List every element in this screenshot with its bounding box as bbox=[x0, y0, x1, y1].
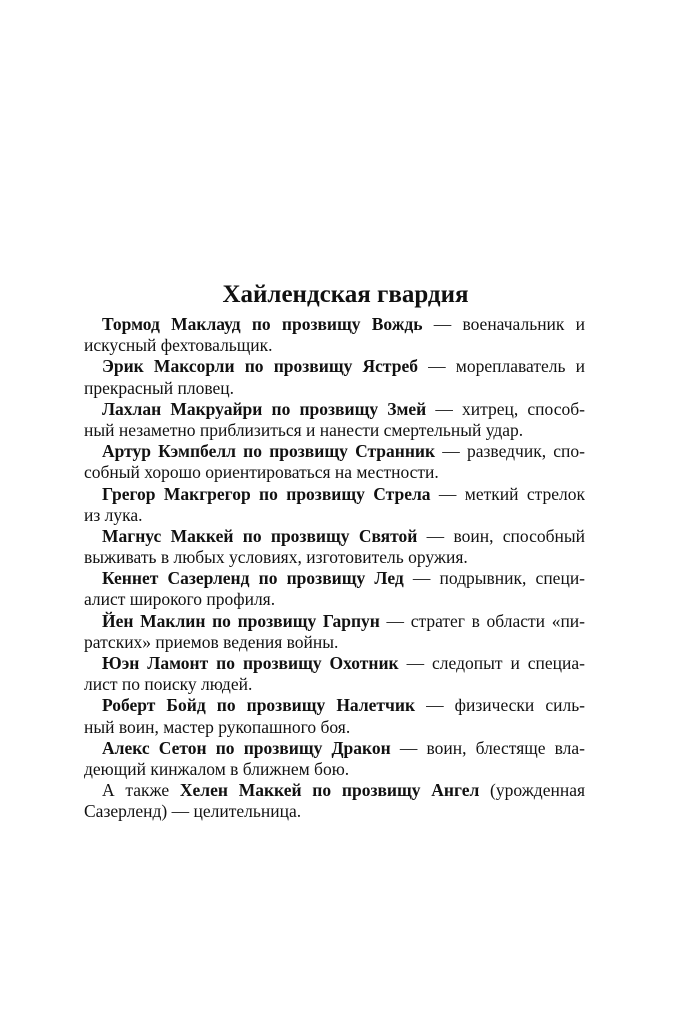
character-description: — воин, блестяще вла- bbox=[390, 737, 585, 758]
character-entry bbox=[84, 780, 585, 822]
character-entry bbox=[84, 653, 585, 695]
character-description: — следопыт и специа- bbox=[398, 653, 585, 673]
entry-continuation: лист по поиску людей. bbox=[84, 674, 253, 695]
character-description: — подрывник, специ- bbox=[403, 568, 585, 589]
entry-continuation: выживать в любых условиях, изготовитель оружия. bbox=[84, 547, 468, 568]
character-description: — разведчик, спо- bbox=[435, 441, 585, 462]
entry-continuation: Сазерленд) — целительница. bbox=[84, 801, 302, 822]
character-entry bbox=[84, 568, 585, 610]
character-name: Грегор Макгрегор по прозвищу Стрела bbox=[102, 483, 431, 504]
character-name: Алекс Сетон по прозвищу Дракон bbox=[102, 737, 391, 758]
character-entry bbox=[84, 738, 585, 780]
entry-first-line bbox=[84, 695, 585, 716]
character-name: Йен Маклин по прозвищу Гарпун bbox=[102, 610, 380, 631]
character-name: Артур Кэмпбелл по прозвищу Странник bbox=[102, 441, 436, 462]
character-entry bbox=[84, 611, 585, 653]
character-description: — физически силь- bbox=[415, 695, 585, 716]
entry-continuation: алист широкого профиля. bbox=[84, 589, 276, 610]
character-description: — хитрец, способ- bbox=[426, 398, 585, 419]
character-name: Лахлан Макруайри по прозвищу Змей bbox=[102, 398, 427, 419]
entry-first-line bbox=[84, 568, 585, 589]
character-entry bbox=[84, 314, 585, 356]
character-description: — меткий стрелок bbox=[430, 483, 585, 504]
entry-first-line bbox=[84, 399, 585, 420]
entry-continuation: ный воин, мастер рукопашного боя. bbox=[84, 716, 351, 737]
character-name: Магнус Маккей по прозвищу Святой bbox=[102, 525, 418, 546]
character-name: Хелен Маккей по прозвищу Ангел bbox=[179, 780, 480, 801]
entry-continuation: деющий кинжалом в ближнем бою. bbox=[84, 758, 350, 779]
entry-continuation: искусный фехтовальщик. bbox=[84, 335, 273, 356]
character-description: — воин, способный bbox=[417, 525, 585, 546]
character-entry bbox=[84, 526, 585, 568]
character-entry bbox=[84, 441, 585, 483]
entry-first-line bbox=[84, 441, 585, 462]
entry-first-line bbox=[84, 484, 585, 505]
character-name: Кеннет Сазерленд по прозвищу Лед bbox=[102, 568, 404, 589]
entry-continuation: ратских» приемов ведения войны. bbox=[84, 631, 339, 652]
entry-first-line bbox=[84, 738, 585, 759]
entry-continuation: прекрасный пловец. bbox=[84, 377, 235, 398]
character-name: Роберт Бойд по прозвищу Налетчик bbox=[102, 695, 416, 716]
entry-continuation: собный хорошо ориентироваться на местности. bbox=[84, 462, 439, 483]
character-name: Эрик Максорли по прозвищу Ястреб bbox=[102, 356, 418, 377]
entry-first-line bbox=[84, 611, 585, 632]
character-entry bbox=[84, 484, 585, 526]
entry-lead: А также bbox=[102, 780, 180, 801]
character-entry bbox=[84, 356, 585, 398]
entry-first-line bbox=[84, 653, 585, 674]
character-name: Тормод Маклауд по прозвищу Вождь bbox=[102, 314, 423, 334]
character-entry bbox=[84, 399, 585, 441]
character-list bbox=[84, 314, 585, 823]
entry-first-line bbox=[84, 356, 585, 377]
character-description: — стратег в области «пи- bbox=[379, 610, 585, 631]
character-description: — мореплаватель и bbox=[417, 356, 585, 377]
entry-first-line bbox=[84, 526, 585, 547]
character-name: Юэн Ламонт по прозвищу Охотник bbox=[102, 653, 399, 673]
character-description: (урожденная bbox=[479, 780, 585, 801]
character-description: — военачальник и bbox=[422, 314, 585, 334]
character-entry bbox=[84, 695, 585, 737]
entry-continuation: из лука. bbox=[84, 504, 143, 525]
entry-first-line bbox=[84, 314, 585, 335]
page-title: Хайлендская гвардия bbox=[222, 281, 469, 308]
entry-continuation: ный незаметно приблизиться и нанести смертельный удар. bbox=[84, 419, 524, 440]
entry-first-line bbox=[84, 780, 585, 801]
